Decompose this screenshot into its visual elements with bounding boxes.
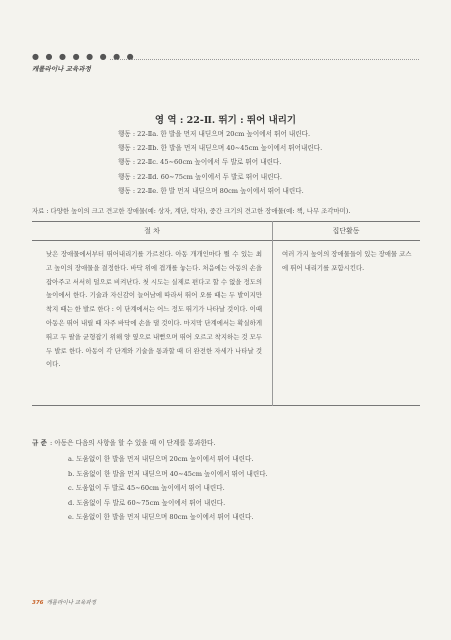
criteria-item: b. 도움없이 한 발을 먼저 내딛으며 40∼45cm 높이에서 뛰어 내린다. bbox=[68, 469, 268, 478]
page-number: 376 bbox=[32, 600, 44, 606]
behavior-list bbox=[118, 127, 322, 198]
header-dots: ● ● ● ● ● ● ● ● bbox=[32, 52, 136, 61]
criteria-list bbox=[68, 452, 268, 525]
behavior-item: 행동 : 22-Ⅱb. 한 발을 먼저 내딛으며 40∼45cm 높이에서 뛰어내린다. bbox=[118, 144, 323, 153]
procedure-text: 낮은 장애물에서부터 뛰어내리기를 가르친다. 아동 개개인마다 뛸 수 있는 최고 높이의 장애물을 결정한다. 바닥 위에 겹개를 놓는다. 처음에는 아동의 손을 잡아주고 서서히 덜으로 비켜난다. 첫 시도는 실제로 편다고 할 수 없을 정도의 높이에서 한다. 기술과 자신감이 늘어남에 따라서 뛰어 오를 때는 두 발이지만 착지 때는 한 발로 한다 : 이 단계에서는 어느 정도 뛰기가 나타날 것이다. 이때 아동은 뛰어 내릴 때 자주 바닥에 손을 댈 것이다. 마지막 단계에서는 확실하게 뛰고 두 팔을 균형잡기 위해 양 옆으로 내뻗으며 뛰어 오르고 착지하는 것 모두 두 발로 한다. 아동이 각 단계와 기술을 통과할 때 더 완전한 자세가 나타날 것이다. bbox=[46, 250, 262, 369]
criteria-item: c. 도움없이 두 발로 45∼60cm 높이에서 뛰어 내린다. bbox=[68, 484, 225, 492]
criteria-label: 규 준 bbox=[32, 439, 48, 447]
behavior-item: 행동 : 22-Ⅱd. 60∼75cm 높이에서 두 발로 뛰어 내린다. bbox=[118, 172, 282, 181]
behavior-item: 행동 : 22-Ⅱe. 한 발 먼저 내딛으며 80cm 높이에서 뛰어 내린다. bbox=[118, 186, 304, 195]
procedure-table bbox=[32, 221, 420, 406]
table-column-divider bbox=[272, 221, 273, 406]
domain-title: 영 역 : 22-Ⅱ. 뛰기 : 뛰어 내리기 bbox=[154, 115, 297, 126]
criteria-item: e. 도움없이 한 발을 먼저 내딛으며 80cm 높이에서 뛰어 내린다. bbox=[68, 513, 254, 521]
table-top-rule bbox=[32, 221, 420, 222]
footer-title: 캐롤라이나 교육과정 bbox=[46, 600, 97, 606]
header-title: 캐롤라이나 교육과정 bbox=[32, 65, 91, 73]
criteria-item: a. 도움없이 한 발을 먼저 내딛으며 20cm 높이에서 뛰어 내린다. bbox=[68, 455, 254, 463]
criteria-item: d. 도움없이 두 발로 60∼75cm 높이에서 뛰어 내린다. bbox=[68, 498, 226, 507]
criteria-lead-text: : 아동은 다음의 사항을 할 수 있을 때 이 단계를 통과한다. bbox=[50, 439, 216, 447]
behavior-item: 행동 : 22-Ⅱa. 한 발을 먼저 내딛으며 20cm 높이에서 뛰어 내린다. bbox=[118, 130, 311, 138]
table-header-rule bbox=[32, 240, 420, 241]
page-footer bbox=[32, 598, 96, 606]
group-activity-text: 여러 가지 높이의 장애물들이 있는 장애물 코스에 뛰어 내리기를 포함시킨다. bbox=[282, 250, 412, 272]
materials-text: 자료 : 다양한 높이의 크고 견고한 장애물(예: 상자, 계단, 탁자), 중간 크기의 견고한 장애물(예: 책, 나무 조각마미). bbox=[32, 207, 351, 215]
table-bottom-rule bbox=[32, 405, 420, 406]
header-rule bbox=[110, 59, 419, 60]
table-header-group: 집단활동 bbox=[332, 227, 360, 235]
table-header-procedure: 절 차 bbox=[144, 227, 160, 235]
behavior-item: 행동 : 22-Ⅱc. 45∼60cm 높이에서 두 발로 뛰어 내린다. bbox=[118, 158, 282, 167]
criteria-lead bbox=[32, 437, 215, 447]
